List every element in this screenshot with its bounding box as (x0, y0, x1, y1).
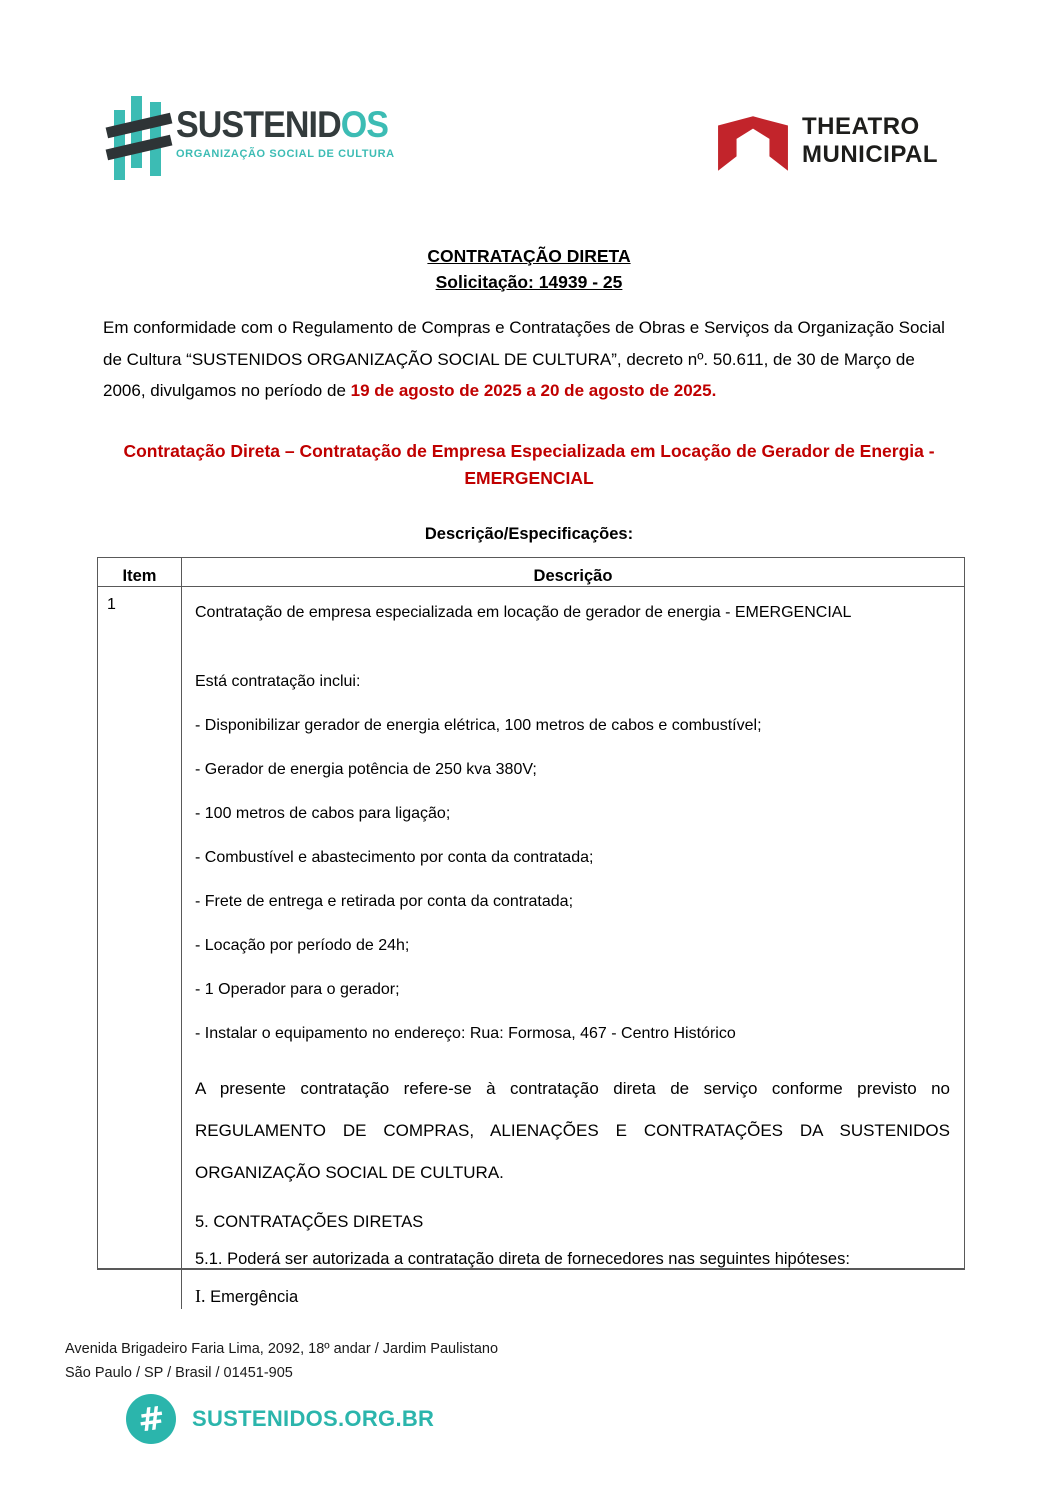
footer-brand (126, 1394, 434, 1444)
address-line2: São Paulo / SP / Brasil / 01451-905 (65, 1364, 293, 1381)
bullet-line: - Locação por período de 24h; (195, 937, 410, 954)
bullet-line: - 100 metros de cabos para ligação; (195, 805, 451, 822)
sustenidos-circle-hash-icon (126, 1394, 176, 1444)
footer-address (65, 1338, 498, 1385)
theatro-municipal-logo (716, 106, 938, 173)
bullet-line: - 1 Operador para o gerador; (195, 981, 400, 998)
table-header-item: Item (98, 558, 182, 586)
address-line1: Avenida Brigadeiro Faria Lima, 2092, 18º andar / Jardim Paulistano (65, 1341, 499, 1357)
intro-text: Em conformidade com o Regulamento de Compras e Contratações de Obras e Serviços da Organização Social de Cultura “SUSTENIDOS ORGANIZAÇÃO SOCIAL DE CULTURA”, decreto nº. 50.611, de 30 de Março de 2006, divulgamos no período de (103, 318, 945, 400)
bullet-line: - Combustível e abastecimento por conta da contratada; (195, 849, 594, 866)
bullet-line: - Instalar o equipamento no endereço: Rua: Formosa, 467 - Centro Histórico (195, 1025, 736, 1042)
footer-website: SUSTENIDOS.ORG.BR (192, 1406, 435, 1431)
sustenidos-name (176, 106, 388, 144)
bullet-line: - Disponibilizar gerador de energia elétrica, 100 metros de cabos e combustível; (195, 717, 762, 734)
title-line2-solicitation-number: Solicitação: 14939 - 25 (435, 272, 623, 292)
theatro-line1: THEATRO (802, 113, 920, 140)
table-header-row (98, 558, 964, 587)
section-label: Descrição/Especificações: (424, 525, 634, 543)
sustenidos-wordmark (176, 94, 407, 160)
bullet-line: - Frete de entrega e retirada por conta da contratada; (195, 893, 574, 910)
sustenidos-hash-icon (112, 94, 166, 180)
publication-period: 19 de agosto de 2025 a 20 de agosto de 2025. (350, 381, 717, 400)
sustenidos-tagline: ORGANIZAÇÃO SOCIAL DE CULTURA (176, 148, 395, 160)
includes-intro-line: Está contratação inclui: (195, 673, 361, 690)
theatro-arch-icon (716, 111, 790, 173)
theatro-wordmark (802, 113, 938, 169)
sustenidos-name-main: SUSTENID (176, 104, 341, 145)
hypothesis-text: Emergência (205, 1288, 299, 1306)
clause-text: 5.1. Poderá ser autorizada a contratação direta de fornecedores nas seguintes hipóteses: (195, 1250, 850, 1268)
subject-heading: Contratação Direta – Contratação de Empresa Especializada em Locação de Gerador de Energia - EMERGENCIAL (123, 441, 935, 488)
description-cell (182, 587, 964, 1309)
bullet-line: - Gerador de energia potência de 250 kva 380V; (195, 761, 537, 778)
hypothesis-line (195, 1284, 950, 1309)
hash-glyph: # (135, 1398, 167, 1440)
hypothesis-roman-numeral: I. (195, 1286, 206, 1306)
title-line1: CONTRATAÇÃO DIRETA (427, 246, 631, 266)
description-title-line: Contratação de empresa especializada em locação de gerador de energia - EMERGENCIAL (195, 604, 852, 621)
theatro-line2: MUNICIPAL (802, 141, 939, 168)
sustenidos-logo (112, 94, 407, 180)
sustenidos-name-accent: OS (340, 104, 389, 145)
table-row (98, 587, 964, 1309)
clause-heading: 5. CONTRATAÇÕES DIRETAS (195, 1213, 424, 1231)
specifications-table (97, 557, 965, 1306)
intro-paragraph (103, 312, 959, 407)
regulation-paragraph: A presente contratação refere-se à contratação direta de serviço conforme previsto no REGULAMENTO DE COMPRAS, ALIENAÇÕES E CONTRATAÇÕES DA SUSTENIDOS ORGANIZAÇÃO SOCIAL DE CULTURA. (195, 1079, 950, 1182)
document-title (0, 243, 1058, 295)
item-number-cell: 1 (98, 587, 182, 1309)
table-header-description: Descrição (533, 567, 613, 585)
